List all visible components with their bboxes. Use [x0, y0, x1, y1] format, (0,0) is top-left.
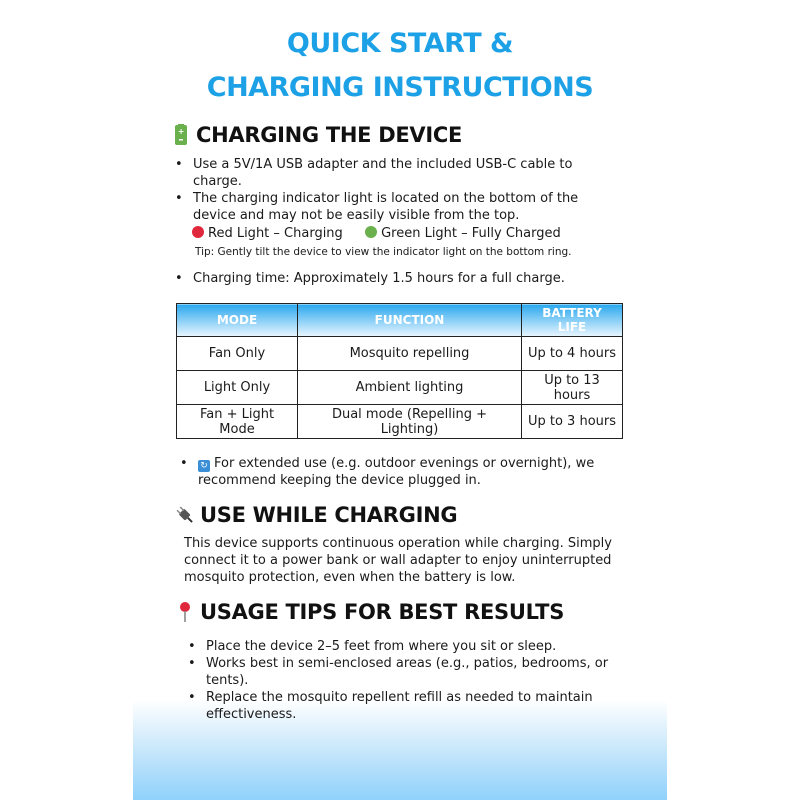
cell-mode: Fan + Light Mode [177, 405, 298, 439]
list-item: • Replace the mosquito repellent refill as needed to maintain effectiveness. [186, 689, 626, 723]
list-item: • Place the device 2–5 feet from where you sit or sleep. [186, 638, 626, 655]
list-item: • Works best in semi-enclosed areas (e.g., patios, bedrooms, or tents). [186, 655, 626, 689]
pushpin-icon [176, 601, 194, 623]
use-while-charging-body: This device supports continuous operation while charging. Simply connect it to a power bank or wall adapter to enjoy uninterrupted mosquito protection, even when the battery is low. [184, 536, 612, 585]
table-header-row [177, 304, 623, 337]
green-dot-icon [365, 226, 377, 238]
list-item [173, 190, 593, 224]
section-usage-tips-heading [176, 600, 564, 624]
extended-use-note [178, 455, 598, 489]
charging-list [173, 156, 593, 287]
list-item: • Use a 5V/1A USB adapter and the included USB-C cable to charge. [173, 156, 593, 190]
usage-tips-list [186, 638, 626, 723]
section-charging-heading [172, 123, 462, 147]
red-dot-icon [192, 226, 204, 238]
section-use-while-charging-heading [176, 503, 457, 527]
table-row [177, 405, 623, 439]
cell-battery-life: Up to 4 hours [522, 337, 623, 371]
plug-icon [176, 504, 194, 526]
cell-function: Mosquito repelling [298, 337, 522, 371]
heading-text: CHARGING THE DEVICE [196, 123, 463, 147]
header-battery-life: BATTERY LIFE [522, 304, 623, 337]
table-row [177, 371, 623, 405]
cell-battery-life: Up to 13 hours [522, 371, 623, 405]
header-function: FUNCTION [298, 304, 522, 337]
table-row [177, 337, 623, 371]
svg-text:+: + [177, 127, 185, 136]
green-light-label: Green Light – Fully Charged [381, 226, 561, 241]
cell-battery-life: Up to 3 hours [522, 405, 623, 439]
red-light-label: Red Light – Charging [208, 226, 343, 241]
list-item-text: The charging indicator light is located on the bottom of the device and may not be easily visible from the top. [193, 191, 579, 223]
page-title-line1: QUICK START & [286, 28, 514, 59]
list-item: • Charging time: Approximately 1.5 hours for a full charge. [173, 270, 593, 287]
cell-mode: Fan Only [177, 337, 298, 371]
note-text: For extended use (e.g. outdoor evenings or overnight), we recommend keeping the device plugged in. [198, 456, 595, 488]
cell-mode: Light Only [177, 371, 298, 405]
battery-life-table [176, 303, 623, 439]
battery-icon [172, 124, 190, 146]
cell-function: Ambient lighting [298, 371, 522, 405]
heading-text: USAGE TIPS FOR BEST RESULTS [200, 600, 565, 624]
page-title-line2: CHARGING INSTRUCTIONS [206, 72, 594, 103]
tip-text: Tip: Gently tilt the device to view the indicator light on the bottom ring. [195, 246, 572, 258]
heading-text: USE WHILE CHARGING [200, 503, 458, 527]
list-item [178, 455, 598, 489]
header-mode: MODE [177, 304, 298, 337]
indicator-legend [173, 225, 593, 242]
cell-function: Dual mode (Repelling + Lighting) [298, 405, 522, 439]
refresh-icon: ↻ [198, 460, 210, 472]
